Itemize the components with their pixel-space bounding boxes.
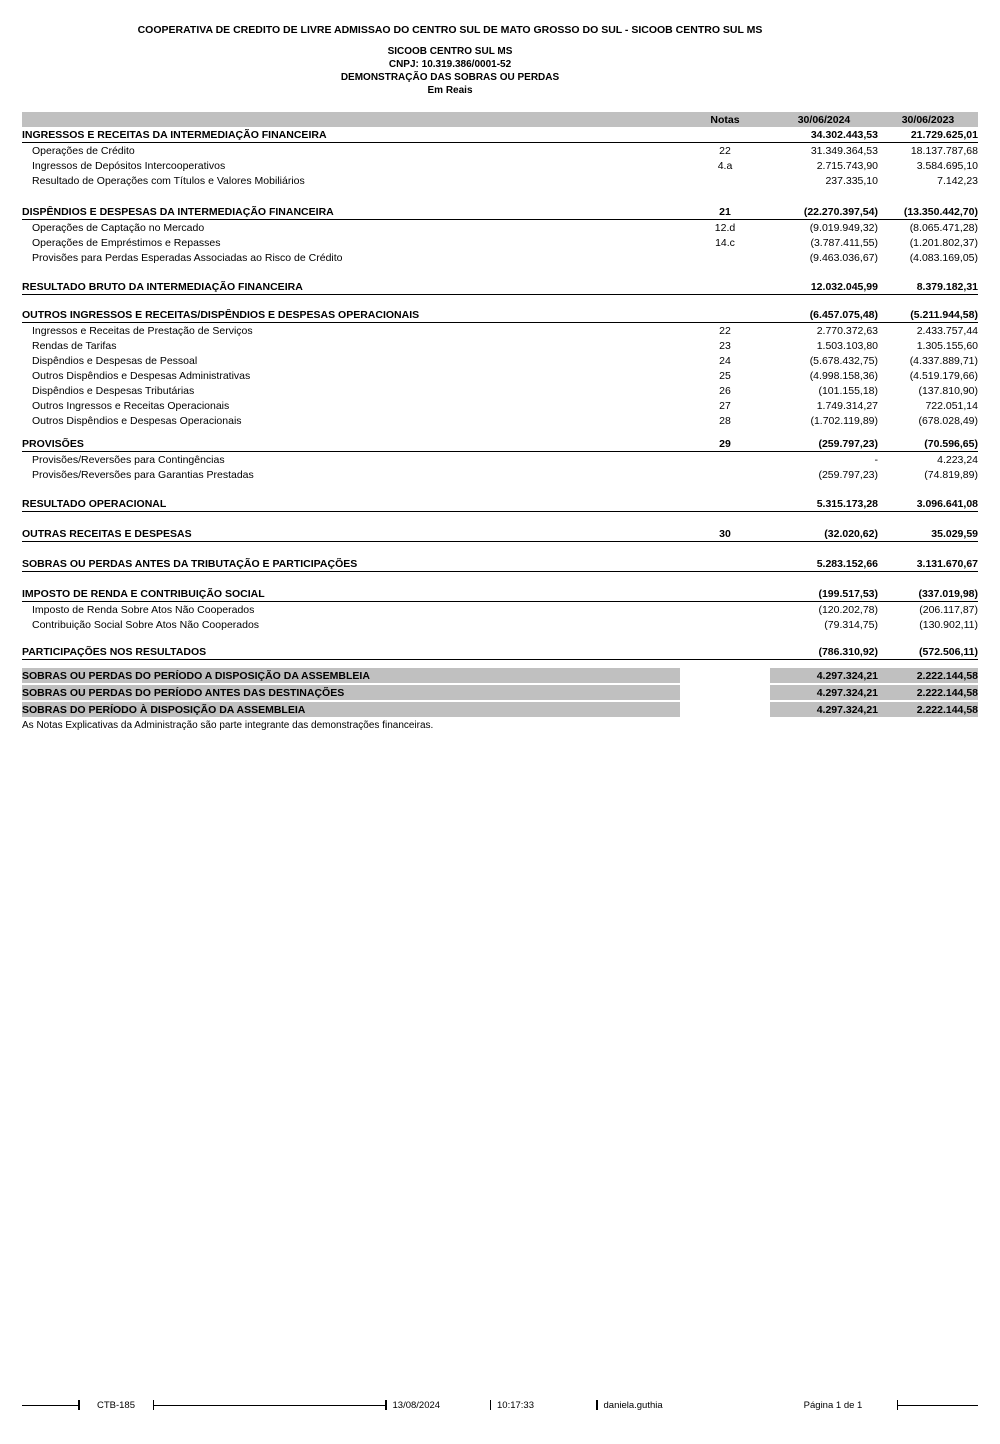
cell-value-2024: (259.797,23) [818,468,878,481]
cell-value-2024: 31.349.364,53 [810,144,878,157]
cell-value-2024: (4.998.158,36) [809,369,878,382]
cell-nota: 22 [719,144,731,157]
cell-label: Operações de Empréstimos e Repasses [32,236,221,249]
table-row [22,368,978,383]
cell-nota: 29 [719,437,731,450]
table-row [22,586,978,602]
cell-value-2024: - [874,453,878,466]
cell-value-2024: 4.297.324,21 [816,703,878,716]
table-row [22,602,978,617]
cell-label: Ingressos de Depósitos Intercooperativos [32,159,226,172]
cell-label: SOBRAS DO PERÍODO À DISPOSIÇÃO DA ASSEMBLEIA [22,703,306,716]
column-header-row [22,112,978,127]
row-spacer [22,295,978,307]
report-header [0,24,900,97]
cell-value-2024: 1.749.314,27 [816,399,878,412]
row-spacer [22,428,978,436]
row-spacer [22,482,978,496]
cell-value-2023: 722.051,14 [925,399,978,412]
cell-value-2023: 18.137.787,68 [910,144,978,157]
currency-note: Em Reais [427,85,473,96]
cell-nota: 28 [719,414,731,427]
cell-value-2023: 2.222.144,58 [916,703,978,716]
row-spacer [22,265,978,279]
cell-value-2023: (206.117,87) [919,603,978,616]
cell-value-2023: (70.596,65) [924,437,978,450]
cell-value-2023: 30/06/2023 [901,113,955,126]
table-row [22,436,978,452]
table-row [22,307,978,323]
cell-value-2024: 2.715.743,90 [816,159,878,172]
cell-value-2024: 1.503.103,80 [816,339,878,352]
report-code: CTB-185 [96,1399,135,1411]
cell-nota: 24 [719,354,731,367]
cell-value-2023: (337.019,98) [918,587,978,600]
cell-label: SOBRAS OU PERDAS ANTES DA TRIBUTAÇÃO E PARTICIPAÇÕES [22,557,358,570]
cell-value-2024: (9.463.036,67) [809,251,878,264]
cell-value-2023: (13.350.442,70) [903,205,978,218]
row-spacer [22,542,978,556]
row-spacer [22,572,978,586]
cell-value-2024: (199.517,53) [818,587,878,600]
cell-value-2023: (4.083.169,05) [909,251,978,264]
cell-value-2023: 2.433.757,44 [916,324,978,337]
cell-value-2024: (6.457.075,48) [809,308,878,321]
cell-value-2024: (101.155,18) [818,384,878,397]
cell-nota [680,668,770,683]
cell-nota: Notas [710,113,740,126]
cell-value-2023: 3.131.670,67 [916,557,978,570]
cell-value-2023: (4.337.889,71) [909,354,978,367]
cell-label: Provisões/Reversões para Contingências [32,453,225,466]
page-number: Página 1 de 1 [803,1399,863,1411]
cell-value-2024: (259.797,23) [818,437,878,450]
page-footer [22,1398,978,1412]
cell-label: SOBRAS OU PERDAS DO PERÍODO A DISPOSIÇÃO DA ASSEMBLEIA [22,669,370,682]
table-row [22,235,978,250]
table-row [22,668,978,683]
table-row [22,220,978,235]
cell-value-2024: 34.302.443,53 [810,128,878,141]
cnpj: CNPJ: 10.319.386/0001-52 [388,59,512,70]
row-spacer [22,512,978,526]
table-row [22,496,978,512]
cell-value-2024: 4.297.324,21 [816,669,878,682]
cell-value-2024: (22.270.397,54) [803,205,878,218]
cell-value-2023: 4.223,24 [937,453,978,466]
cell-label: Outros Dispêndios e Despesas Operacionais [32,414,242,427]
table-row [22,204,978,220]
cell-label: Operações de Captação no Mercado [32,221,205,234]
cell-label: Operações de Crédito [32,144,135,157]
cell-value-2023: (4.519.179,66) [909,369,978,382]
cell-nota: 27 [719,399,731,412]
cell-nota: 4.a [717,159,733,172]
table-row [22,173,978,188]
cell-value-2024: 2.770.372,63 [816,324,878,337]
statement-table [22,112,978,731]
cell-label: Provisões/Reversões para Garantias Prestadas [32,468,254,481]
table-row [22,250,978,265]
cell-value-2023: (8.065.471,28) [909,221,978,234]
report-title: DEMONSTRAÇÃO DAS SOBRAS OU PERDAS [340,72,560,83]
cell-value-2024: 237.335,10 [825,174,878,187]
cell-label: IMPOSTO DE RENDA E CONTRIBUIÇÃO SOCIAL [22,587,265,600]
cell-value-2024: 4.297.324,21 [816,686,878,699]
cell-label: Ingressos e Receitas de Prestação de Serviços [32,324,253,337]
cell-value-2023: 3.096.641,08 [916,497,978,510]
cell-label: RESULTADO BRUTO DA INTERMEDIAÇÃO FINANCEIRA [22,280,303,293]
cooperative-name: COOPERATIVA DE CREDITO DE LIVRE ADMISSAO DO CENTRO SUL DE MATO GROSSO DO SUL - SICOOB CENTRO SUL MS [137,24,763,36]
cell-label: Provisões para Perdas Esperadas Associadas ao Risco de Crédito [32,251,343,264]
cell-value-2023: 1.305.155,60 [916,339,978,352]
table-row [22,353,978,368]
cell-value-2024: (9.019.949,32) [809,221,878,234]
cell-value-2023: 3.584.695,10 [916,159,978,172]
cell-value-2023: (572.506,11) [919,645,978,658]
table-row [22,452,978,467]
cell-label: SOBRAS OU PERDAS DO PERÍODO ANTES DAS DESTINAÇÕES [22,686,345,699]
cell-label: Dispêndios e Despesas de Pessoal [32,354,198,367]
table-row [22,685,978,700]
footer-rule [154,1405,385,1406]
row-spacer [22,660,978,668]
table-row [22,338,978,353]
table-row [22,323,978,338]
cell-value-2023: (74.819,89) [924,468,978,481]
table-row [22,702,978,717]
cell-label: DISPÊNDIOS E DESPESAS DA INTERMEDIAÇÃO FINANCEIRA [22,205,334,218]
cell-nota [680,702,770,717]
cell-nota: 22 [719,324,731,337]
table-row [22,127,978,143]
cell-value-2024: (120.202,78) [818,603,878,616]
row-spacer [22,632,978,644]
table-row [22,398,978,413]
cell-nota: 12.d [714,221,736,234]
cell-value-2024: (1.702.119,89) [810,414,878,427]
table-row [22,158,978,173]
table-row [22,617,978,632]
table-row [22,279,978,295]
cell-label: RESULTADO OPERACIONAL [22,497,167,510]
cell-value-2024: (786.310,92) [818,645,878,658]
cell-nota: 26 [719,384,731,397]
cell-nota: 23 [719,339,731,352]
cell-label: Rendas de Tarifas [32,339,117,352]
table-row [22,143,978,158]
cell-label: Outros Dispêndios e Despesas Administrativas [32,369,251,382]
cell-label: INGRESSOS E RECEITAS DA INTERMEDIAÇÃO FINANCEIRA [22,128,327,141]
cell-value-2023: (678.028,49) [918,414,978,427]
cell-value-2024: 5.315.173,28 [816,497,878,510]
cell-value-2024: (32.020,62) [824,527,878,540]
table-row [22,413,978,428]
print-date: 13/08/2024 [392,1399,441,1411]
cell-nota [680,685,770,700]
row-spacer [22,188,978,204]
cell-value-2024: 30/06/2024 [797,113,851,126]
explanatory-note: As Notas Explicativas da Administração são parte integrante das demonstrações financeiras. [22,720,434,731]
cell-nota: 21 [719,205,731,218]
cell-value-2023: (5.211.944,58) [910,308,978,321]
cell-nota: 25 [719,369,731,382]
cell-value-2024: 5.283.152,66 [816,557,878,570]
cell-value-2023: 7.142,23 [937,174,978,187]
table-row [22,467,978,482]
table-row [22,383,978,398]
table-row [22,644,978,660]
cell-value-2023: (130.902,11) [919,618,978,631]
print-time: 10:17:33 [497,1399,534,1411]
cell-value-2024: (79.314,75) [824,618,878,631]
table-row [22,526,978,542]
cell-label: Outros Ingressos e Receitas Operacionais [32,399,230,412]
cell-value-2023: 21.729.625,01 [910,128,978,141]
cell-label: PROVISÕES [22,437,84,450]
footer-rule [22,1405,78,1406]
cell-value-2024: (3.787.411,55) [810,236,878,249]
cell-label: PARTICIPAÇÕES NOS RESULTADOS [22,645,207,658]
cell-value-2024: (5.678.432,75) [809,354,878,367]
cell-label: OUTRAS RECEITAS E DESPESAS [22,527,192,540]
cell-nota: 30 [719,527,731,540]
cell-value-2023: (137.810,90) [918,384,978,397]
cell-value-2024: 12.032.045,99 [810,280,878,293]
cell-label: Contribuição Social Sobre Atos Não Cooperados [32,618,260,631]
cell-label: Imposto de Renda Sobre Atos Não Cooperados [32,603,255,616]
cell-value-2023: 8.379.182,31 [916,280,978,293]
footer-rule [898,1405,978,1406]
cell-nota: 14.c [715,236,735,249]
cell-label: Resultado de Operações com Títulos e Valores Mobiliários [32,174,305,187]
username: daniela.guthia [603,1399,663,1411]
cell-label: Dispêndios e Despesas Tributárias [32,384,195,397]
cell-value-2023: 35.029,59 [931,527,978,540]
cell-label: OUTROS INGRESSOS E RECEITAS/DISPÊNDIOS E DESPESAS OPERACIONAIS [22,308,420,321]
cell-value-2023: 2.222.144,58 [916,669,978,682]
entity-name: SICOOB CENTRO SUL MS [387,46,513,57]
cell-value-2023: (1.201.802,37) [909,236,978,249]
cell-value-2023: 2.222.144,58 [916,686,978,699]
table-row [22,556,978,572]
